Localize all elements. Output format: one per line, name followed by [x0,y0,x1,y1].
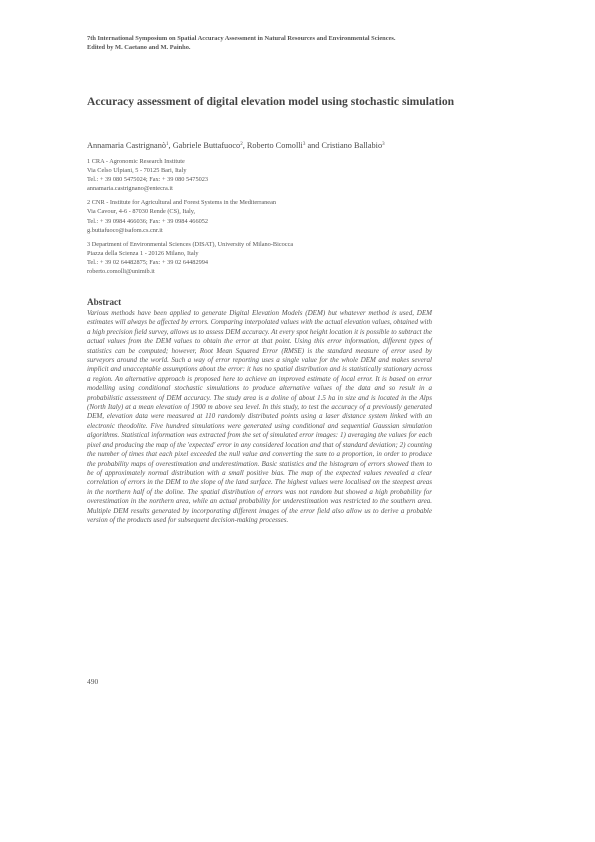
author-affiliation-mark: 3 [382,142,385,147]
author-name: Annamaria Castrignanò [87,141,167,150]
affiliation-institution: 3 Department of Environmental Sciences (DISAT), University of Milano-Bicocca [87,240,294,248]
author-name: Roberto Comolli [246,141,303,150]
affiliation-email: roberto.comolli@unimib.it [87,268,155,276]
affiliation-address: Via Cavour, 4-6 - 87030 Rende (CS), Italy, [87,208,196,216]
affiliation-institution: 2 CNR - Institute for Agricultural and Forest Systems in the Mediterranean [87,199,277,207]
affiliation-email: g.buttafuoco@isafom.cs.cnr.it [87,226,163,234]
affiliation-phone: Tel.: + 39 02 64482875; Fax: + 39 02 64482994 [87,258,209,266]
affiliation-address: Via Celso Ulpiani, 5 - 70125 Bari, Italy [87,167,187,175]
affiliation-phone: Tel.: + 39 080 5475024; Fax: + 39 080 5475023 [87,176,209,184]
author-separator: , [242,141,247,150]
abstract-heading: Abstract [87,297,122,307]
author-affiliation-mark: 1 [166,142,169,147]
author-affiliation-mark: 3 [302,142,306,147]
paper-title: Accuracy assessment of digital elevation model using stochastic simulation [87,95,455,108]
affiliation-block [87,198,517,234]
abstract-body: Various methods have been applied to generate Digital Elevation Models (DEM) but whatever method is used, DEM estimates will always be affected by errors. Comparing interpolated values with the actual elevation values, obtained with a high precision field survey, allows us to assess DEM accuracy. At every spot height location it is possible to subtract the actual values from the DEM values to obtain the error at that point. Using this error information, different types of statistics can be computed; however, Root Mean Squared Error (RMSE) is the standard measure of error used by surveyors around the world. Such a way of error reporting uses a single value for the whole DEM and makes several implicit and unacceptable assumptions about the error: it has no spatial distribution and is statistically stationary across a region. An alternative approach is proposed here to achieve an improved estimate of local error. It is based on error modelling using conditional stochastic simulations to produce alternative values of the data and so result in a probabilistic assessment of DEM accuracy. The study area is a doline of about 1.5 ha in size and is located in the Alps (North Italy) at a mean elevation of 1900 m above sea level. In this study, to test the accuracy of a previously generated DEM, elevation data were measured at 110 randomly distributed points using a laser distance system linked with an electronic theodolite. Five hundred simulations were generated using conditional and sequential Gaussian simulation algorithms. Statistical information was extracted from the set of simulated error images: 1) averaging the values for each pixel and producing the map of the 'expected' error in any considered location and that of standard deviation; 2) counting the number of times that each pixel exceeded the null value and converting the sum to a proportion, in order to produce the probability maps of overestimation and underestimation. Basic statistics and the histogram of errors showed them to be of approximately normal distribution with a small positive bias. The map of the expected values revealed a clear correlation of errors in the DEM to the slope of the land surface. The highest values were localised on the steepest areas in the northern half of the doline. The spatial distribution of errors was not random but showed a high probability for overestimation in the northern area, while an actual probability for underestimation was restricted to the southern area. Multiple DEM results generated by incorporating different images of the error field also allow us to derive a probable version of the products used for subsequent decision-making processes. [87,309,432,524]
header-line-1: 7th International Symposium on Spatial Accuracy Assessment in Natural Resources and Environmental Sciences. [87,35,396,42]
affiliation-phone: Tel.: + 39 0984 466036; Fax: + 39 0984 466052 [87,217,209,225]
author-affiliation-mark: 2 [240,142,243,147]
header-line-2: Edited by M. Caetano and M. Painho. [87,44,191,51]
proceedings-header [87,34,517,52]
affiliation-block [87,240,517,276]
author-list [87,141,517,151]
author-separator: and [305,141,322,150]
affiliation-email: annamaria.castrignano@entecra.it [87,185,173,193]
page-number: 490 [87,677,99,686]
affiliation-block [87,157,517,193]
author-separator: , [168,141,173,150]
affiliation-address: Piazza della Scienza 1 - 20126 Milano, Italy [87,249,199,257]
author-name: Cristiano Ballabio [321,141,383,150]
affiliation-institution: 1 CRA - Agronomic Research Institute [87,158,185,165]
affiliations [87,157,517,281]
author-name: Gabriele Buttafuoco [172,141,241,150]
